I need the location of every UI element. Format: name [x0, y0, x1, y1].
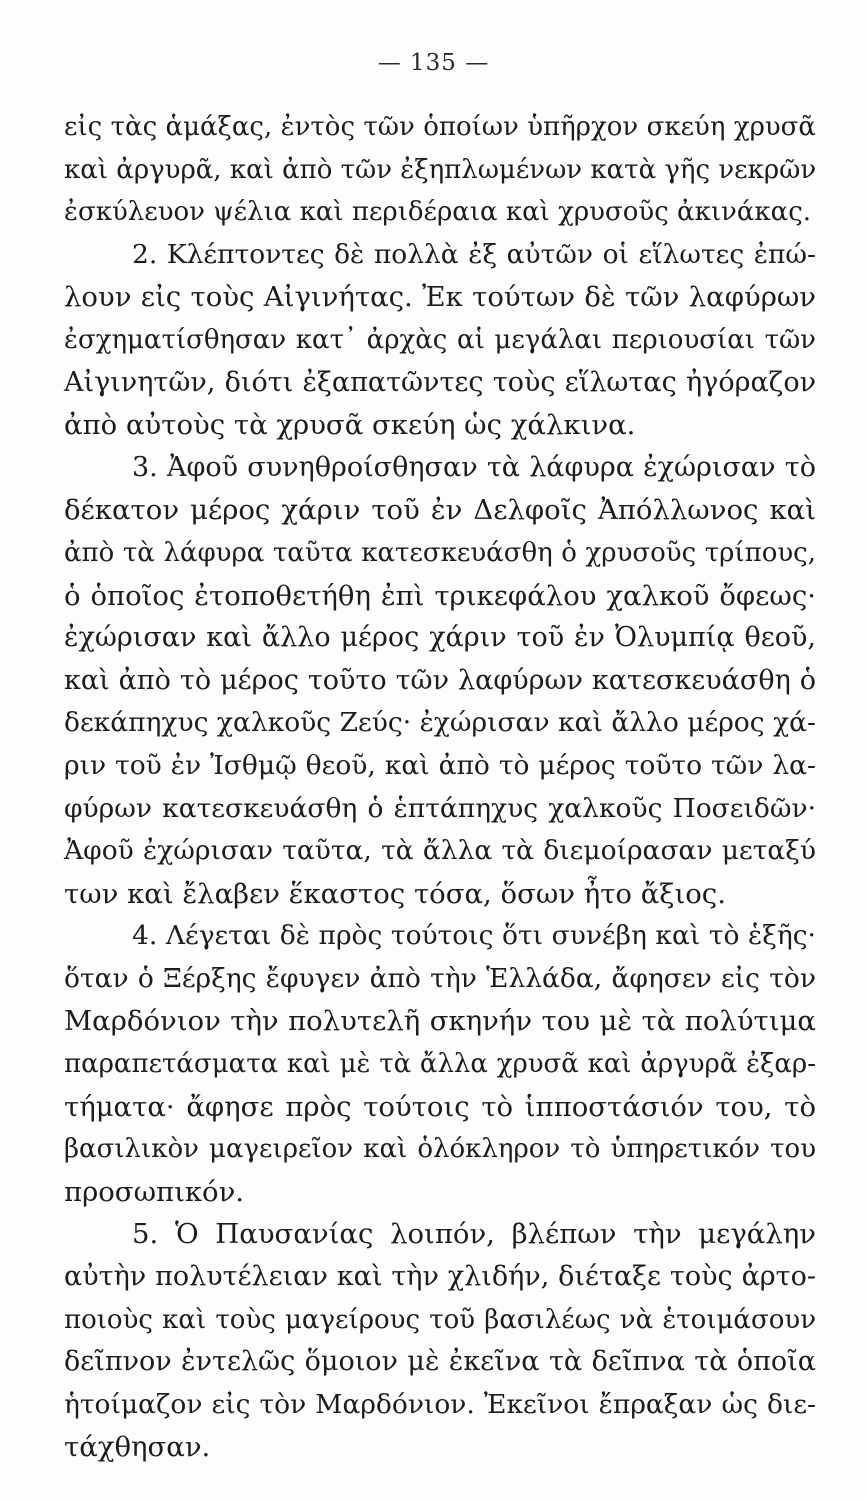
- text-line: ὁ ὁποῖος ἐτοποθετήθη ἐπὶ τρικεφάλου χαλκοῦ ὄφεως·: [64, 579, 816, 612]
- text-line: ἀπὸ τὰ λάφυρα ταῦτα κατεσκευάσθη ὁ χρυσοῦς τρίπους,: [64, 537, 816, 568]
- text-line: των καὶ ἔλαβεν ἕκαστος τόσα, ὅσων ἦτο ἄξιος.: [64, 877, 726, 910]
- text-line: τάχθησαν.: [64, 1431, 211, 1464]
- text-line: δεκάπηχυς χαλκοῦς Ζεύς· ἐχώρισαν καὶ ἄλλο μέρος χά-: [64, 707, 816, 739]
- text-line: δέκατον μέρος χάριν τοῦ ἐν Δελφοῖς Ἀπόλλωνος καὶ: [64, 494, 816, 527]
- text-line: καὶ ἀργυρᾶ, καὶ ἀπὸ τῶν ἐξηπλωμένων κατὰ γῆς νεκρῶν: [64, 154, 817, 185]
- text-line: τήματα· ἄφησε πρὸς τούτοις τὸ ἱπποστάσιόν του, τὸ: [64, 1090, 816, 1123]
- text-line: ἐχώρισαν καὶ ἄλλο μέρος χάριν τοῦ ἐν Ὀλυμπίᾳ θεοῦ,: [64, 622, 816, 654]
- paragraph-start-line: 2. Κλέπτοντες δὲ πολλὰ ἐξ αὐτῶν οἱ εἵλωτες ἐπώ-: [132, 238, 816, 270]
- text-line: Αἰγινητῶν, διότι ἐξαπατῶντες τοὺς εἵλωτας ἠγόραζον: [64, 366, 816, 398]
- text-line: φύρων κατεσκευάσθη ὁ ἑπτάπηχυς χαλκοῦς Ποσειδῶν·: [64, 792, 816, 824]
- text-line: ὅταν ὁ Ξέρξης ἔφυγεν ἀπὸ τὴν Ἑλλάδα, ἄφησεν εἰς τὸν: [64, 962, 816, 994]
- text-line: ριν τοῦ ἐν Ἰσθμῷ θεοῦ, καὶ ἀπὸ τὸ μέρος τοῦτο τῶν λα-: [64, 749, 816, 781]
- text-line: λουν εἰς τοὺς Αἰγινήτας. Ἐκ τούτων δὲ τῶν λαφύρων: [64, 281, 816, 314]
- text-line: Ἀφοῦ ἐχώρισαν ταῦτα, τὰ ἄλλα τὰ διεμοίρασαν μεταξύ: [64, 835, 816, 867]
- text-line: βασιλικὸν μαγειρεῖον καὶ ὁλόκληρον τὸ ὑπηρετικόν του: [64, 1134, 816, 1165]
- text-line: καὶ ἀπὸ τὸ μέρος τοῦτο τῶν λαφύρων κατεσκευάσθη ὁ: [64, 664, 816, 696]
- text-line: ἀπὸ αὐτοὺς τὰ χρυσᾶ σκεύη ὡς χάλκινα.: [64, 409, 636, 442]
- paragraph-start-line: 4. Λέγεται δὲ πρὸς τούτοις ὅτι συνέβη καὶ τὸ ἑξῆς·: [132, 920, 816, 952]
- paragraph-start-line: 3. Ἀφοῦ συνηθροίσθησαν τὰ λάφυρα ἐχώρισαν τὸ: [132, 451, 816, 483]
- paragraph-start-line: 5. Ὁ Παυσανίας λοιπόν, βλέπων τὴν μεγάλην: [132, 1218, 816, 1251]
- text-line: ἐσχηματίσθησαν κατ᾽ ἀρχὰς αἱ μεγάλαι περιουσίαι τῶν: [64, 324, 816, 355]
- text-line: ἐσκύλευον ψέλια καὶ περιδέραια καὶ χρυσοῦς ἀκινάκας.: [64, 197, 812, 228]
- text-line: δεῖπνον ἐντελῶς ὅμοιον μὲ ἐκεῖνα τὰ δεῖπνα τὰ ὁποῖα: [64, 1346, 816, 1378]
- text-line: εἰς τὰς ἁμάξας, ἐντὸς τῶν ὁποίων ὑπῆρχον σκεύη χρυσᾶ: [64, 112, 816, 142]
- text-line: Μαρδόνιον τὴν πολυτελῆ σκηνήν του μὲ τὰ πολύτιμα: [64, 1005, 816, 1038]
- body-text: [64, 106, 816, 1469]
- text-line: ἡτοίμαζον εἰς τὸν Μαρδόνιον. Ἐκεῖνοι ἔπραξαν ὡς διε-: [64, 1388, 816, 1420]
- text-line: αὐτὴν πολυτέλειαν καὶ τὴν χλιδήν, διέταξε τοὺς ἀρτο-: [64, 1261, 816, 1293]
- text-line: παραπετάσματα καὶ μὲ τὰ ἄλλα χρυσᾶ καὶ ἀργυρᾶ ἐξαρ-: [64, 1049, 816, 1080]
- page-number: — 135 —: [377, 50, 490, 76]
- text-line: ποιοὺς καὶ τοὺς μαγείρους τοῦ βασιλέως νὰ ἑτοιμάσουν: [64, 1304, 816, 1335]
- text-line: προσωπικόν.: [64, 1175, 245, 1208]
